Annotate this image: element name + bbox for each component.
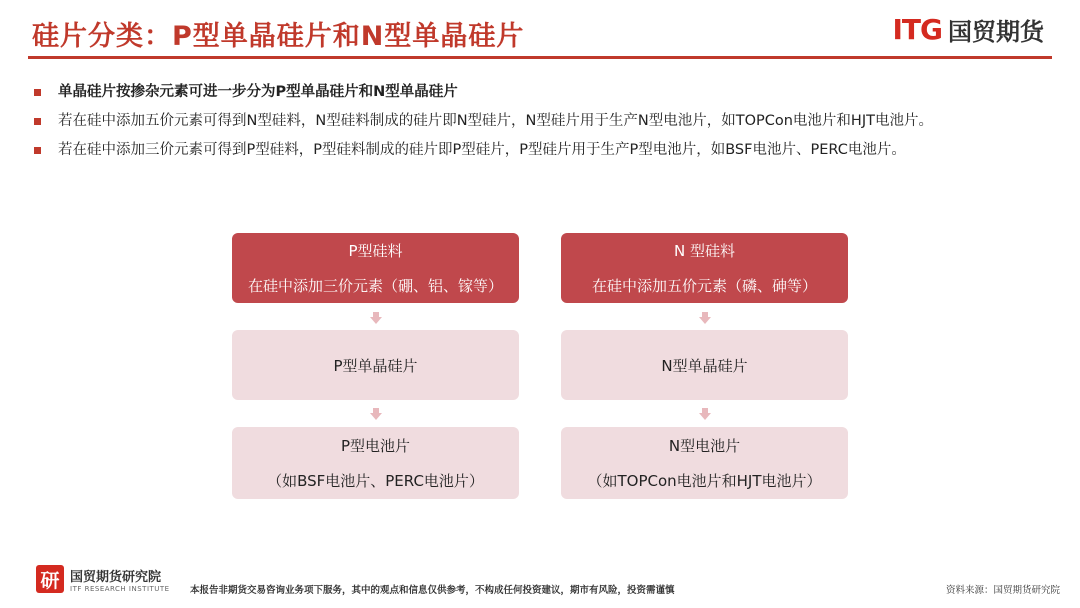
p-wafer-box [232,330,519,400]
title-divider [28,56,1052,59]
bullet-item [32,78,1052,107]
n-material-label: N 型硅料 [674,242,735,260]
down-arrow-icon [699,312,711,324]
bullet-square-icon [34,118,41,125]
n-wafer-label: N型单晶硅片 [661,356,748,375]
p-cell-label: P型电池片 [340,437,411,455]
org-name-cn: 国贸期货研究院 [70,569,162,585]
p-material-desc: 在硅中添加三价元素（硼、铝、镓等） [247,277,503,295]
p-material-box [232,233,519,303]
brand-logo [893,12,1045,47]
down-arrow-icon [370,312,382,324]
n-cell-box [561,427,848,499]
logo-mark: ITG [892,13,942,46]
p-wafer-label: P型单晶硅片 [333,356,418,375]
n-wafer-box [561,330,848,400]
disclaimer-text: 本报告非期货交易咨询业务项下服务，其中的观点和信息仅供参考，不构成任何投资建议，期市有风险，投资需谨慎 [190,585,675,596]
bullet-square-icon [34,147,41,154]
p-cell-box [232,427,519,499]
bullet-square-icon [34,89,41,96]
bullet-list [32,78,1052,165]
bullet-text: 若在硅中添加五价元素可得到N型硅料，N型硅料制成的硅片即N型硅片，N型硅片用于生产N型电池片，如TOPCon电池片和HJT电池片。 [58,113,933,129]
research-institute-logo [36,565,170,593]
n-material-box [561,233,848,303]
bullet-item [32,107,1052,136]
seal-icon: 研 [36,565,64,593]
page-title: 硅片分类：P型单晶硅片和N型单晶硅片 [32,21,525,52]
bullet-text: 若在硅中添加三价元素可得到P型硅料，P型硅料制成的硅片即P型硅片，P型硅片用于生产P型电池片，如BSF电池片、PERC电池片。 [58,142,906,158]
logo-text: 国贸期货 [948,18,1044,46]
down-arrow-icon [699,408,711,420]
p-cell-desc: （如BSF电池片、PERC电池片） [267,472,484,490]
n-material-desc: 在硅中添加五价元素（磷、砷等） [591,277,817,295]
p-material-label: P型硅料 [348,242,403,260]
bullet-item [32,136,1052,165]
source-text: 资料来源：国贸期货研究院 [945,585,1060,596]
bullet-text: 单晶硅片按掺杂元素可进一步分为P型单晶硅片和N型单晶硅片 [58,84,458,100]
n-cell-label: N型电池片 [668,437,741,455]
down-arrow-icon [370,408,382,420]
org-name-en: ITF RESEARCH INSTITUTE [70,584,170,593]
n-cell-desc: （如TOPCon电池片和HJT电池片） [587,472,822,490]
